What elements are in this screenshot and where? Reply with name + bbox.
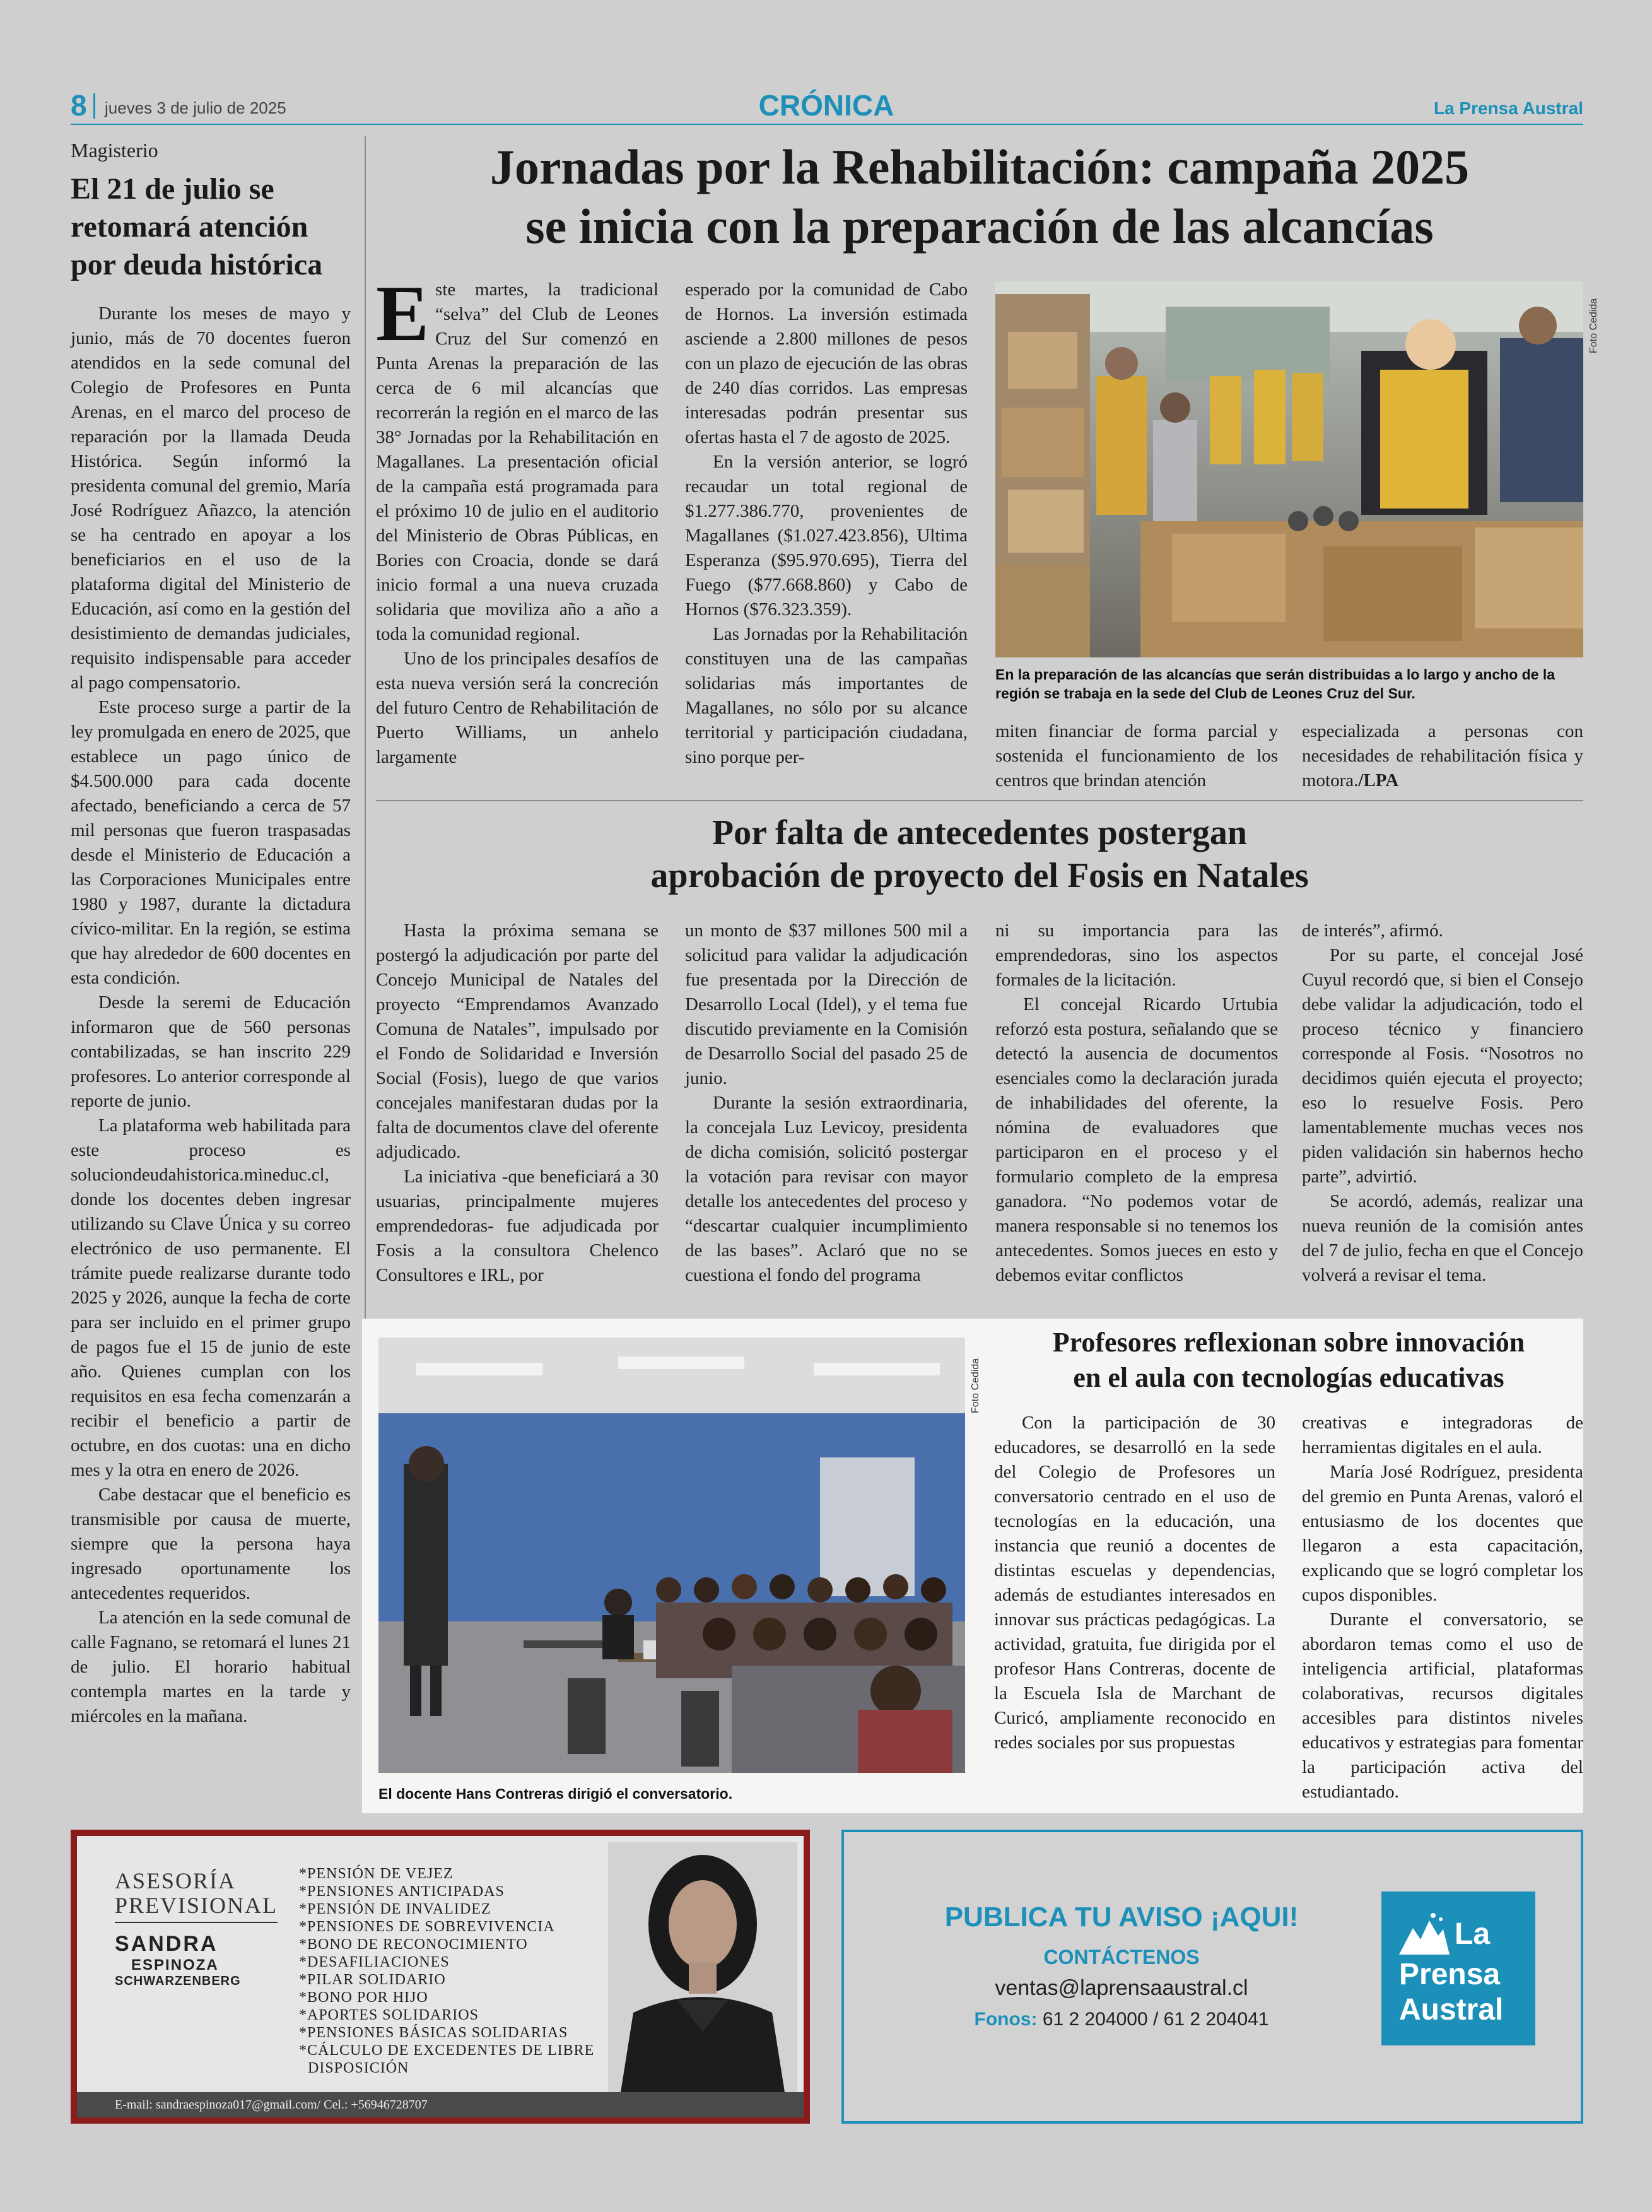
ad-contact-bar [77, 2092, 804, 2117]
main-paragraph [1302, 719, 1583, 793]
teachers-headline-line1: Profesores reflexionan sobre innovación [1052, 1327, 1525, 1358]
ad-service-item: *PILAR SOLIDARIO [299, 1972, 446, 1988]
fosis-paragraph: La iniciativa -que beneficiará a 30 usuarias, principalmente mujeres emprendedoras- fue adjudicada por Fosis a la consultora Chelenco Consultores e IRL, por [376, 1167, 659, 1285]
fosis-col-3 [995, 919, 1278, 1288]
main-paragraph: esperado por la comunidad de Cabo de Hornos. La inversión estimada asciende a 2.800 millones de pesos con un plazo de ejecución de las obras de 240 días corridos. Las empresas interesadas podrán presentar sus ofertas hasta el 7 de agosto de 2025. [685, 279, 968, 447]
fosis-col-1 [376, 919, 659, 1288]
ad-service-item: *APORTES SOLIDARIOS [299, 2007, 479, 2023]
main-paragraph: Uno de los principales desafíos de esta nueva versión será la concreción del futuro Centro de Rehabilitación de Puerto Williams, un anhelo largamente [376, 649, 659, 767]
fosis-paragraph: Por su parte, el concejal José Cuyul recordó que, si bien el Consejo debe validar la adjudicación, todo el proceso técnico y financiero corresponde al Fosis. “Nosotros no decidimos quién ejecuta el proyecto; eso lo resuelve Fosis. Pero lamentablemente muchas veces nos piden validación sin habernos hecho parte”, advirtió. [1302, 945, 1583, 1187]
teachers-col-1 [994, 1411, 1275, 1755]
teachers-photo-credit: Foto Cedida [970, 1358, 981, 1413]
sidebar-paragraph: Cabe destacar que el beneficio es transmisible por causa de muerte, siempre que la persona haya ingresado oportunamente los antecedentes requeridos. [71, 1485, 351, 1603]
ad-service-item: *PENSIÓN DE INVALIDEZ [299, 1901, 491, 1917]
ad-services-list [299, 1865, 627, 2077]
logo-text-austral: Austral [1399, 1993, 1504, 2027]
logo-text-la: La [1455, 1917, 1491, 1951]
ad-service-item: *PENSIONES DE SOBREVIVENCIA [299, 1919, 555, 1935]
main-col-4 [1302, 719, 1583, 793]
teachers-paragraph: María José Rodríguez, presidenta del gremio en Punta Arenas, valoró el entusiasmo de los docentes que llegaron a esta capacitación, explicando que se logró completar los cupos disponibles. [1302, 1462, 1583, 1605]
sidebar-article [71, 136, 351, 1729]
fosis-paragraph: Hasta la próxima semana se postergó la adjudicación por parte del Concejo Municipal de Natales del proyecto “Emprendamos Avanzado Comuna de Natales”, impulsado por el Fondo de Solidaridad e Inversión Social (Fosis), luego de que varios concejales manifestaran dudas por la falta de documentos clave del oferente adjudicado. [376, 921, 659, 1162]
fosis-paragraph: El concejal Ricardo Urtubia reforzó esta postura, señalando que se detectó la ausencia de documentos esenciales como la declaración jurada de inhabilidades del oferente, la nómina de evaluadores que participaron en el proceso y el formulario completo de la empresa ganadora. “No podemos votar de manera responsable si no tenemos los antecedentes. Somos jueces en esto y debemos evitar conflictos [995, 994, 1278, 1285]
fosis-paragraph: de interés”, afirmó. [1302, 921, 1443, 941]
main-paragraph: En la versión anterior, se logró recaudar un total regional de $1.277.386.770, provenientes de Magallanes ($1.027.423.856), Ultima Esperanza ($95.970.695), Tierra del Fuego ($77.668.860) y Cabo de Hornos ($76.323.359). [685, 452, 968, 620]
main-col-1 [376, 270, 659, 770]
ad-contact-text[interactable]: E-mail: sandraespinoza017@gmail.com/ Cel.: +56946728707 [115, 2098, 428, 2112]
ad-title-line1: ASESORÍA [115, 1868, 237, 1893]
teachers-paragraph: Durante el conversatorio, se abordaron temas como el uso de inteligencia artificial, plataformas colaborativas, recursos digitales accesibles para distintos niveles educativos y estrategias para fomentar la participación activa del estudiantado. [1302, 1609, 1583, 1802]
main-headline-line1: Jornadas por la Rehabilitación: campaña 2025 [489, 139, 1470, 194]
page-date: jueves 3 de julio de 2025 [105, 98, 286, 117]
teachers-headline-line2: en el aula con tecnologías educativas [1073, 1362, 1504, 1393]
teachers-photo-caption: El docente Hans Contreras dirigió el conversatorio. [378, 1785, 733, 1802]
logo-text-prensa: Prensa [1399, 1958, 1501, 1991]
main-col-2 [685, 278, 968, 770]
main-col-3 [995, 719, 1278, 793]
ad-service-item: *PENSIONES BÁSICAS SOLIDARIAS [299, 2025, 568, 2041]
ad-surname2: SCHWARZENBERG [115, 1974, 241, 1988]
fosis-paragraph: Durante la sesión extraordinaria, la concejala Luz Levicoy, presidenta de dicha comisión, solicitó postergar la votación para revisar con mayor detalle los antecedentes del proceso y “descartar cualquier incumplimiento de las bases”. Aclaró que no se cuestiona el fondo del programa [685, 1093, 968, 1285]
main-headline-line2: se inicia con la preparación de las alcancías [525, 199, 1434, 254]
fosis-col-4 [1302, 919, 1583, 1288]
page-number: 8 [71, 89, 87, 122]
publish-ad-box[interactable] [841, 1830, 1583, 2124]
publish-headline: PUBLICA TU AVISO ¡AQUI! [944, 1902, 1299, 1933]
main-paragraph: Las Jornadas por la Rehabilitación constituyen una de las campañas solidarias más importantes de Magallanes, no sólo por su alcance territorial y participación ciudadana, sino porque per- [685, 624, 968, 767]
fosis-headline-line2: aprobación de proyecto del Fosis en Natales [650, 856, 1309, 895]
ad-service-item: *BONO POR HIJO [299, 1989, 428, 2006]
teachers-headline [994, 1325, 1583, 1396]
main-closing-text: especializada a personas con necesidades de rehabilitación física y motora. [1302, 721, 1583, 791]
prensa-austral-logo [1381, 1891, 1535, 2045]
ad-portrait [608, 1842, 797, 2092]
sidebar-paragraph: Desde la seremi de Educación informaron que de 560 personas contabilizadas, se han inscrito 229 profesores. Lo anterior corresponde al reporte de junio. [71, 992, 351, 1111]
ad-service-item: *BONO DE RECONOCIMIENTO [299, 1936, 528, 1953]
sidebar-headline: El 21 de julio se retomará atención por deuda histórica [71, 172, 323, 281]
ad-name: SANDRA [115, 1932, 218, 1956]
fosis-paragraph: un monto de $37 millones 500 mil a solicitud para validar la adjudicación fue presentada por la Dirección de Desarrollo Local (Idel), y el tema fue discutido previamente en la Comisión de Desarrollo Social del pasado 25 de junio. [685, 921, 968, 1088]
main-signature: /LPA [1358, 770, 1399, 791]
main-photo [995, 281, 1583, 657]
publish-phones-label: Fonos: [974, 2009, 1038, 2030]
teachers-paragraph: creativas e integradoras de herramientas digitales en el aula. [1302, 1413, 1583, 1457]
conversatorio-photo-icon [378, 1338, 965, 1773]
pension-advisory-ad[interactable] [71, 1830, 810, 2124]
ad-title-line2: PREVISIONAL [115, 1893, 278, 1923]
fosis-headline-line1: Por falta de antecedentes postergan [712, 813, 1248, 852]
publish-contact-label: CONTÁCTENOS [1043, 1946, 1200, 1968]
teachers-photo [378, 1338, 965, 1773]
teachers-paragraph: Con la participación de 30 educadores, se desarrolló en la sede del Colegio de Profesores un conversatorio centrado en el uso de tecnologías en la educación, una instancia que reunió a docentes de distintas escuelas y dependencias, además de estudiantes interesados en innovar sus prácticas pedagógicas. La actividad, gratuita, fue dirigida por el profesor Hans Contreras, docente de la Escuela Isla de Marchant de Curicó, ampliamente reconocido en redes sociales por sus propuestas [994, 1413, 1275, 1753]
ad-service-item: *CÁLCULO DE EXCEDENTES DE LIBRE [299, 2042, 595, 2059]
main-headline [376, 138, 1583, 256]
sidebar-paragraph: Este proceso surge a partir de la ley promulgada en enero de 2025, que establece un pago único de $4.500.000 para cada docente afectado, beneficiando a cerca de 57 mil personas que fueron traspasadas desde el Ministerio de Educación a las Corporaciones Municipales entre 1980 y 1987, durante la dictadura cívico-militar. En la región, se estima que hay alrededor de 600 docentes en esta condición. [71, 697, 351, 988]
fosis-col-2 [685, 919, 968, 1288]
sidebar-kicker: Magisterio [71, 139, 158, 162]
publish-phones-numbers[interactable]: 61 2 204000 / 61 2 204041 [1042, 2009, 1269, 2030]
ad-surname1: ESPINOZA [131, 1956, 219, 1974]
sidebar-paragraph: Durante los meses de mayo y junio, más de 70 docentes fueron atendidos en la sede comunal del Colegio de Profesores en Punta Arenas, en el marco del proceso de reparación por la llamada Deuda Histórica. Según informó la presidenta comunal del gremio, María José Rodríguez Añazco, la atención se ha centrado en apoyar a los beneficiarios en el uso de la plataforma digital del Ministerio de Educación, así como en la gestión del desistimiento de demandas judiciales, requisito indispensable para acceder al pago compensatorio. [71, 303, 351, 693]
mountain-logo-icon [1399, 1910, 1450, 1955]
section-title: CRÓNICA [758, 89, 894, 122]
masthead: La Prensa Austral [1433, 98, 1583, 118]
publish-phones [894, 2009, 1349, 2030]
ad-service-item: *PENSIONES ANTICIPADAS [299, 1883, 505, 1900]
publish-email[interactable]: ventas@laprensaaustral.cl [995, 1976, 1248, 2000]
main-photo-caption: En la preparación de las alcancías que serán distribuidas a lo largo y ancho de la región se trabaja en la sede del Club de Leones Cruz del Sur. [995, 666, 1555, 702]
sidebar-paragraph: La plataforma web habilitada para este proceso es soluciondeudahistorica.mineduc.cl, donde los docentes deben ingresar utilizando su Clave Única y su correo electrónico de uso permanente. El trámite puede realizarse durante todo 2025 y 2026, aunque la fecha de corte para ser incluido en el primer grupo de pagos fue el 15 de junio de este año. Quienes cumplan con los requisitos en esa fecha comenzarán a recibir el beneficio a partir de octubre, en dos cuotas: una en dicho mes y la otra en enero de 2026. [71, 1115, 351, 1480]
fosis-paragraph: ni su importancia para las emprendedoras, sino los aspectos formales de la licitación. [995, 921, 1278, 990]
ad-service-item: *PENSIÓN DE VEJEZ [299, 1866, 454, 1882]
main-paragraph: miten financiar de forma parcial y sostenida el funcionamiento de los centros que brindan atención [995, 721, 1278, 791]
main-paragraph: ste martes, la tradicional “selva” del Club de Leones Cruz del Sur comenzó en Punta Arenas la preparación de las cerca de 6 mil alcancías que recorrerán la región en el marco de las 38° Jornadas por la Rehabilitación en Magallanes. La presentación oficial de la campaña está programada para el próximo 10 de julio en el auditorio del Ministerio de Obras Públicas, en Bories con Croacia, donde se dará inicio formal a una nueva cruzada solidaria que moviliza año a año a toda la comunidad regional. [376, 279, 659, 644]
sidebar-paragraph: La atención en la sede comunal de calle Fagnano, se retomará el lunes 21 de julio. El horario habitual contempla martes en la tarde y miércoles en la mañana. [71, 1608, 351, 1726]
main-photo-credit: Foto Cedida [1588, 298, 1599, 353]
ad-service-item: DISPOSICIÓN [308, 2060, 409, 2076]
woman-portrait-icon [608, 1842, 797, 2092]
fosis-headline [376, 811, 1583, 897]
teachers-col-2 [1302, 1411, 1583, 1804]
drop-cap: E [376, 270, 430, 358]
fosis-paragraph: Se acordó, además, realizar una nueva reunión de la comisión antes del 7 de julio, fecha en que el Concejo volverá a revisar el tema. [1302, 1191, 1583, 1285]
lions-club-photo-icon [995, 281, 1583, 657]
ad-service-item: *DESAFILIACIONES [299, 1954, 450, 1970]
